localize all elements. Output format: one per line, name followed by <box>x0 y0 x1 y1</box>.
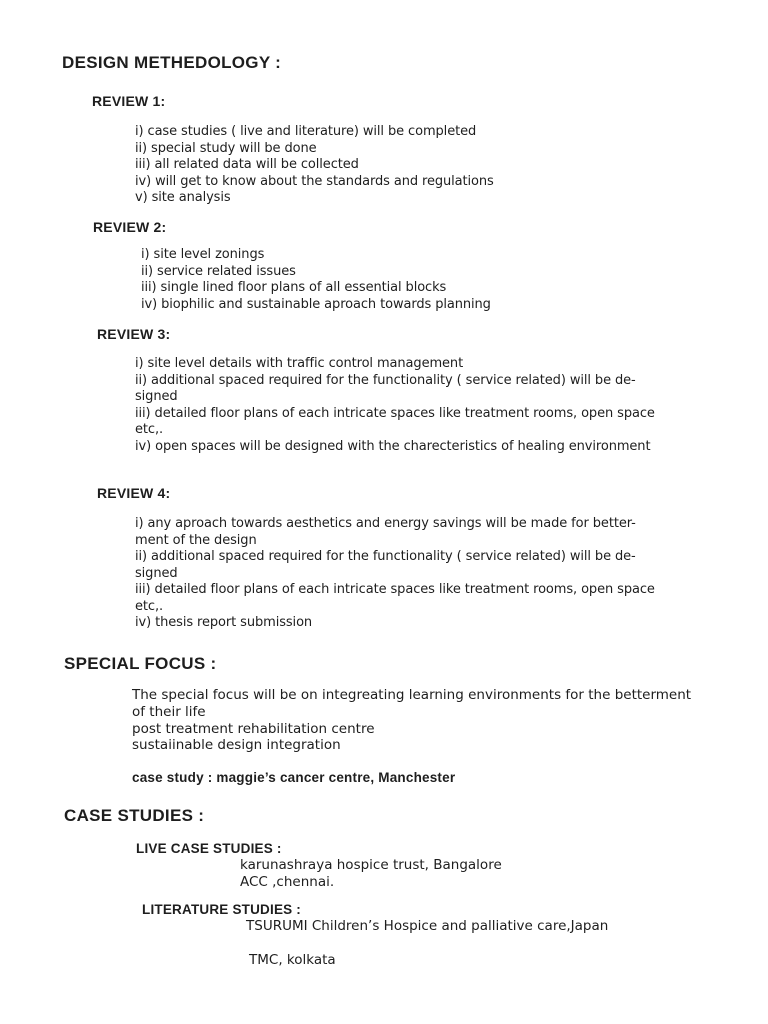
review-4-list <box>135 516 655 632</box>
review-3-item: etc,. <box>135 422 164 437</box>
review-4-item: signed <box>135 565 178 581</box>
review-4-item: ment of the design <box>135 532 257 548</box>
review-4-item: iv) thesis report submission <box>135 615 313 630</box>
review-1-item: iv) will get to know about the standards and regulations <box>135 173 494 189</box>
literature-study-item: TMC, kolkata <box>249 952 336 968</box>
review-3-heading: REVIEW 3: <box>97 326 171 342</box>
review-1-item: ii) special study will be done <box>135 140 317 156</box>
special-focus-text <box>132 687 691 754</box>
review-4-item: iii) detailed floor plans of each intricate spaces like treatment rooms, open space <box>135 582 655 597</box>
review-1-list <box>135 124 494 207</box>
review-2-item: iv) biophilic and sustainable aproach towards planning <box>141 296 491 312</box>
case-study-note: case study : maggie’s cancer centre, Manchester <box>132 770 456 785</box>
review-3-list <box>135 356 655 455</box>
review-2-item: iii) single lined floor plans of all essential blocks <box>141 280 447 295</box>
live-case-study-item: karunashraya hospice trust, Bangalore <box>240 857 502 873</box>
review-4-heading: REVIEW 4: <box>97 485 171 501</box>
special-focus-line: of their life <box>132 703 206 720</box>
review-4-item: etc,. <box>135 598 164 614</box>
live-case-study-item: ACC ,chennai. <box>240 874 335 890</box>
review-1-heading: REVIEW 1: <box>92 93 166 109</box>
review-2-item: ii) service related issues <box>141 263 296 279</box>
review-2-item: i) site level zonings <box>141 247 265 262</box>
review-4-item: ii) additional spaced required for the functionality ( service related) will be de- <box>135 549 636 564</box>
review-3-item: signed <box>135 389 178 404</box>
live-case-studies-heading: LIVE CASE STUDIES : <box>136 841 282 856</box>
special-focus-heading: SPECIAL FOCUS : <box>64 654 217 673</box>
special-focus-line: The special focus will be on integreating learning environments for the betterment <box>132 687 692 703</box>
methodology-heading: DESIGN METHEDOLOGY : <box>62 53 282 72</box>
literature-studies-heading: LITERATURE STUDIES : <box>142 902 301 917</box>
review-4-item: i) any aproach towards aesthetics and energy savings will be made for better- <box>135 516 636 531</box>
review-1-item: iii) all related data will be collected <box>135 157 359 172</box>
special-focus-line: post treatment rehabilitation centre <box>132 720 375 737</box>
special-focus-line: sustaiinable design integration <box>132 737 341 754</box>
review-1-item: i) case studies ( live and literature) will be completed <box>135 124 477 139</box>
literature-study-item: TSURUMI Children’s Hospice and palliative care,Japan <box>246 918 609 934</box>
review-3-item: ii) additional spaced required for the functionality ( service related) will be de- <box>135 372 636 388</box>
review-2-heading: REVIEW 2: <box>93 219 167 235</box>
case-studies-heading: CASE STUDIES : <box>64 806 205 825</box>
review-3-item: iii) detailed floor plans of each intricate spaces like treatment rooms, open space <box>135 405 655 421</box>
review-3-item: iv) open spaces will be designed with the charecteristics of healing environment <box>135 438 651 454</box>
review-3-item: i) site level details with traffic control management <box>135 356 464 371</box>
review-2-list <box>141 247 491 313</box>
review-1-item: v) site analysis <box>135 190 231 205</box>
